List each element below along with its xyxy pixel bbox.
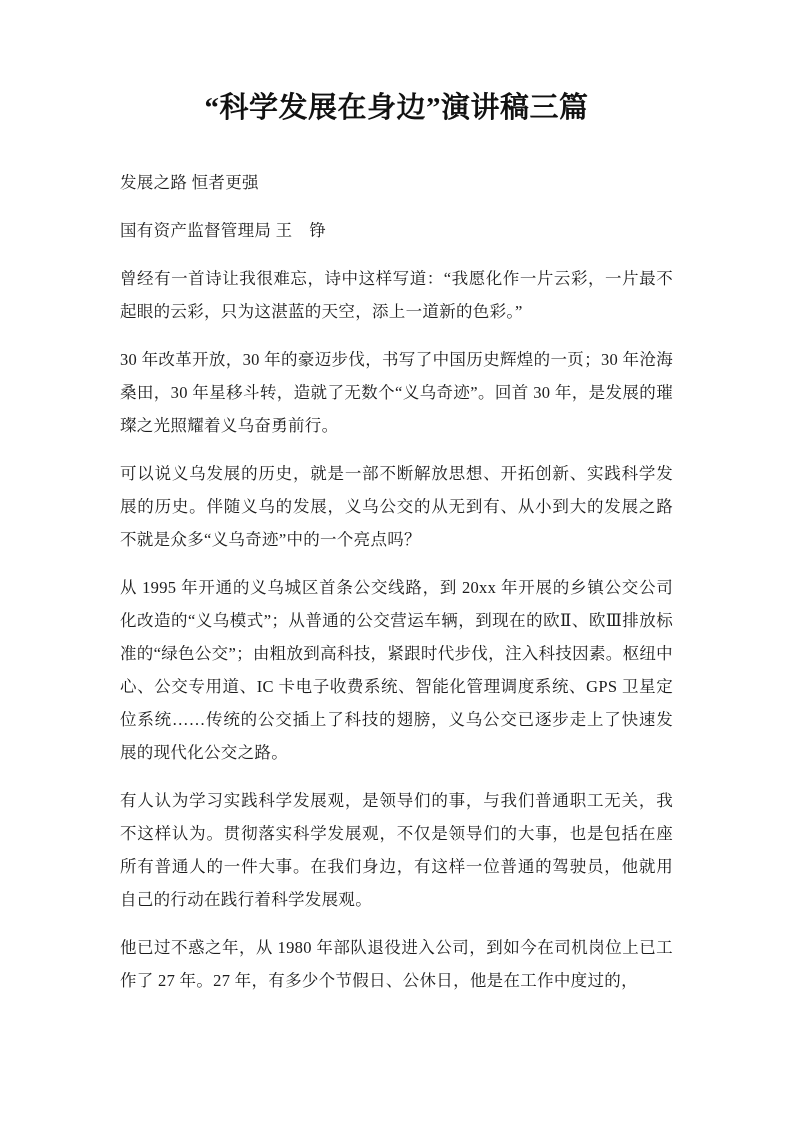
document-body [120,166,673,997]
paragraph: 30 年改革开放，30 年的豪迈步伐，书写了中国历史辉煌的一页；30 年沧海桑田，30 年星移斗转，造就了无数个“义乌奇迹”。回首 30 年，是发展的璀璨之光照耀着义乌奋勇前行。 [120,350,673,435]
paragraph: 他已过不惑之年，从 1980 年部队退役进入公司，到如今在司机岗位上已工作了 27 年。27 年，有多少个节假日、公休日，他是在工作中度过的， [120,938,673,990]
paragraph-author: 国有资产监督管理局 王 铮 [120,221,327,240]
paragraph-subtitle: 发展之路 恒者更强 [120,173,259,192]
paragraph: 可以说义乌发展的历史，就是一部不断解放思想、开拓创新、实践科学发展的历史。伴随义乌的发展，义乌公交的从无到有、从小到大的发展之路不就是众多“义乌奇迹”中的一个亮点吗？ [120,464,673,549]
document-title: “科学发展在身边”演讲稿三篇 [204,92,589,124]
paragraph: 曾经有一首诗让我很难忘，诗中这样写道：“我愿化作一片云彩，一片最不起眼的云彩，只为这湛蓝的天空，添上一道新的色彩。” [120,269,673,321]
paragraph: 有人认为学习实践科学发展观，是领导们的事，与我们普通职工无关，我不这样认为。贯彻落实科学发展观，不仅是领导们的大事，也是包括在座所有普通人的一件大事。在我们身边，有这样一位普通的驾驶员，他就用自己的行动在践行着科学发展观。 [120,791,673,909]
paragraph: 从 1995 年开通的义乌城区首条公交线路，到 20xx 年开展的乡镇公交公司化改造的“义乌模式”；从普通的公交营运车辆，到现在的欧Ⅱ、欧Ⅲ排放标准的“绿色公交”；由粗放到高科技，紧跟时代步伐，注入科技因素。枢纽中心、公交专用道、IC 卡电子收费系统、智能化管理调度系统、GPS 卫星定位系统……传统的公交插上了科技的翅膀，义乌公交已逐步走上了快速发展的现代化公交之路。 [120,578,673,762]
